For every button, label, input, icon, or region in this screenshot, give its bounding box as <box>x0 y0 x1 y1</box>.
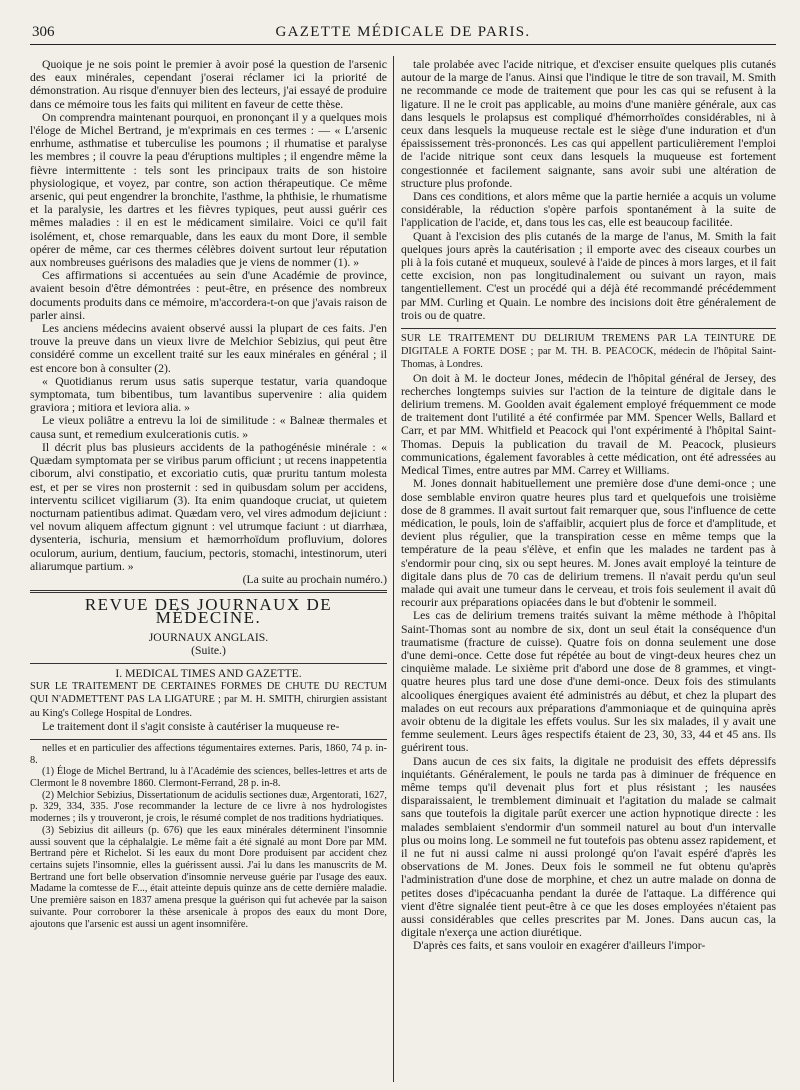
section-heading: JOURNAUX ANGLAIS. <box>148 630 269 644</box>
running-title: GAZETTE MÉDICALE DE PARIS. <box>275 24 531 40</box>
footnote: (2) Melchior Sebizius, Dissertationum de acidulis sectiones duæ, Argentorati, 1627, p. 329, 334, 335. J'ose recommander la lecture de ce livre à nos hydrologistes modernes ; ils y trouveront, je crois, le résumé complet de nos traditions hydriatiques. <box>30 789 387 825</box>
latin-quote: « Quotidianus rerum usus satis superque testatur, varia quandoque symptomata, tum bibentibus, tum lavantibus supervenire : alia quidem graviora ; mitiora et leviora alia. » <box>30 374 387 415</box>
heading-rule <box>30 663 387 664</box>
journal-title: I. MEDICAL TIMES AND GAZETTE. <box>115 666 302 680</box>
footnote: (1) Éloge de Michel Bertrand, lu à l'Académie des sciences, belles-lettres et arts de Clermont le 8 novembre 1860. Clermont-Ferrand, 28 p. in-8. <box>30 766 387 790</box>
paragraph: Dans aucun de ces six faits, la digitale ne produisit des effets dépressifs inquiétants. Généralement, le pouls ne tarda pas à diminuer de fréquence en même temps qu'il devenait plus fort et plus résistant ; les nausées disparaissaient, le tremblement diminuait et l'agitation du malade se calmait sans que toutefois la digitale parût exercer une action hypnotique directe : les malades semblaient s'endormir d'un sommeil naturel au bout d'un intervalle plus ou moins long. Le sommeil ne fut toutefois pas obtenu assez rapidement, et il ne fut ni aussi calme ni aussi prolongé qu'on l'avait espéré d'après les observations de M. Jones. Deux fois le sommeil ne fut obtenu qu'après l'administration d'une dose de morphine, et chez un autre malade on donna de petites doses d'ipécacuanha pendant la durée de l'attaque. La différence qui vient d'être signalée tient peut-être à ce que les doses employées n'étaient pas aussi considérables que celles prescrites par M. Jones. Dans aucun cas, la digitale n'exerça une action diurétique. <box>401 754 776 940</box>
paragraph: Quoique je ne sois point le premier à avoir posé la question de l'arsenic des eaux minérales, cependant j'oserai réclamer ici la priorité de démonstration. Au risque d'ennuyer bien des lecteurs, j'ai essayé de produire dans ce mémoire tous les faits qui militent en faveur de cette thèse. <box>30 58 387 111</box>
left-column <box>30 58 387 1084</box>
paragraph: D'après ces faits, et sans vouloir en exagérer d'ailleurs l'impor- <box>413 939 706 953</box>
paragraph: Dans ces conditions, et alors même que la partie herniée a acquis un volume considérable, la réduction s'opère parfois spontanément à la suite de l'application de l'acide, et, dans tous les cas, elle est beaucoup facilitée. <box>401 190 776 230</box>
page-number: 306 <box>32 24 55 40</box>
paragraph: On doit à M. le docteur Jones, médecin de l'hôpital général de Jersey, des recherches longtemps suivies sur l'action de la teinture de digitale dans le delirium tremens. M. Goolden avait également employé fréquemment ce mode de traitement dont l'utilité a été confirmée par MM. Spencer Wells, Ballard et Carr, et par MM. Whitfield et Peacock qui l'ont expérimenté à l'hôpital Saint-Thomas. Depuis la publication du travail de M. Peacock, plusieurs communications, également favorables à cette médication, ont été adressées au Medical Times, entre autres par MM. Carrey et Williams. <box>401 371 776 478</box>
article-title: SUR LE TRAITEMENT DU DELIRIUM TREMENS PAR LA TEINTURE DE DIGITALE A FORTE DOSE ; par M. TH. B. PEACOCK, médecin de l'hôpital Saint-Thomas, à Londres. <box>401 333 776 371</box>
paragraph: M. Jones donnait habituellement une première dose d'une demi-once ; une dose semblable environ quatre heures plus tard et quelquefois une troisième dose de 8 grammes. Il avait surtout fait remarquer que, sous l'influence de cette médication, le pouls, loin de s'affaiblir, acquiert plus de force et d'amplitude, et devient plus régulier, que la transpiration cesse en même temps que la température de la peau s'élève, et enfin que les malades ne tardent pas à s'endormir pour cinq, six ou sept heures. M. Jones avait employé la teinture de digitale dans plus de 70 cas de delirium tremens. Il n'avait perdu qu'un seul malade qui avait une tumeur dans le cerveau, et trois fois seulement il avait dû recourir aux préparations opiacées dans le but d'obtenir le sommeil. <box>401 477 776 610</box>
continuation-note: (La suite au prochain numéro.) <box>242 572 387 586</box>
right-column <box>401 58 776 1084</box>
section-rule <box>401 328 776 329</box>
column-divider <box>393 56 394 1082</box>
page-header <box>30 22 776 45</box>
section-rule <box>30 590 387 593</box>
paragraph: Ces affirmations si accentuées au sein d'une Académie de province, avaient besoin d'être démontrées : peut-être, en présence des nombreux documents produits dans ce mémoire, m'accordera-t-on que j'avais raison de parler ainsi. <box>30 269 387 322</box>
review-title: REVUE DES JOURNAUX DE MÉDECINE. <box>84 595 333 628</box>
paragraph: On comprendra maintenant pourquoi, en prononçant il y a quelques mois l'éloge de Michel Bertrand, je m'exprimais en ces termes : — « L'arsenic enrhume, asthmatise et tuberculise les poumons ; il rhumatise et paralyse les membres ; il couvre la peau d'éruptions multiples ; il engendre même la fièvre intermittente : tels sont les principaux traits de son histoire physiologique, et voyez, par contre, son action thérapeutique. Ce même arsenic, qui peut engendrer la bronchite, l'asthme, la phthisie, le rhumatisme et la paralysie, les dartres et les fièvres typiques, peut aussi guérir ces mêmes maladies : il en est le médicament similaire. Voici ce qu'il fait isolément, et, chose remarquable, dans les eaux du mont Dore, il semble opérer de même, car ces thermes célèbres doivent surtout leur réputation aux nombreuses guérisons des maladies que je viens de nommer (1). » <box>30 110 387 270</box>
paragraph: Quant à l'excision des plis cutanés de la marge de l'anus, M. Smith la fait quelques jours après la cautérisation ; il emporte avec des ciseaux courbes un pli à la fois cutané et muqueux, soulevé à l'aide de pinces à mors larges, et il fait cette excision, non pas longitudinalement ou suivant un rayon, mais tangentiellement. C'est un procédé qui a déjà été recommandé précédemment par MM. Curling et Quain. Le nombre des incisions doit être généralement de trois ou de quatre. <box>401 229 776 322</box>
paragraph: Les cas de delirium tremens traités suivant la même méthode à l'hôpital Saint-Thomas sont au nombre de six, dont un seul était la conséquence d'un traumatisme (fracture de cuisse). Quatre fois on donna seulement une dose d'une demi-once. Cette dose fut répétée au bout de vingt-deux heures chez un cinquième malade. Le sixième prit d'abord une dose de 8 grammes, et vingt-quatre heures plus tard une dose d'une demi-once. Deux fois des stimulants alcooliques énergiques avaient été administrés au début, et chez la plupart des malades on eut recours aux préparations d'ammoniaque et de quinquina après avoir obtenu de la digitale les effets voulus. Sur les six malades, il y avait une femme seulement. Leurs âges respectifs étaient de 23, 30, 33, 44 et 45 ans. Ils guérirent tous. <box>401 609 776 755</box>
footnote-rule <box>30 739 387 740</box>
footnote: (3) Sebizius dit ailleurs (p. 676) que les eaux minérales déterminent l'insomnie aussi souvent que la céphalalgie. Le même fait a été signalé au mont Dore par MM. Bertrand père et Richelot. Si les eaux du mont Dore produisent par accident chez certains sujets l'insomnie, elles la guérissent aussi. J'ai lu dans les manuscrits de M. Bertrand une fort belle observation d'insomnie nerveuse guérie par l'usage des eaux. Madame la comtesse de F..., était atteinte depuis quinze ans de cette dernière maladie. Une première saison en 1837 amena presque la guérison qui fut achevée par la saison suivante. Pour corroborer la thèse arsenicale à propos des eaux du mont Dore, ajoutons que l'arsenic est aussi un agent insomnifère. <box>30 824 387 930</box>
paragraph: Le traitement dont il s'agit consiste à cautériser la muqueuse re- <box>42 719 340 733</box>
latin-quote: Il décrit plus bas plusieurs accidents de la pathogénésie minérale : « Quædam symptomata per se viribus parum officiunt ; ut recens inappetentia ciborum, alvi constipatio, et excoriatio cutis, quæ pruritu tantum molesta est, et per se vires non prosternit : sed in quibusdam solum per accidens, interventu scilicet vigiliarum (3). Ita enim quandoque cruciat, ut quietem nocturnam patientibus adimat. Quædam vero, vel vires admodum dejiciunt : vel novum aliquem affectum gignunt : vel utrumque faciunt : ut diarrhæa, dysenteria, ischuria, mensium et hæmorrhoïdum profluvium, dolores oculorum, aurium, dentium, faucium, pectoris, stomachi, intestinorum, uteri aliarumque partium. » <box>30 440 387 573</box>
section-subheading: (Suite.) <box>191 643 226 657</box>
paragraph: tale prolabée avec l'acide nitrique, et d'exciser ensuite quelques plis cutanés autour de la marge de l'anus. Ainsi que l'indique le titre de son travail, M. Smith ne recommande ce mode de traitement que pour les cas qui se refusent à la ligature. Il ne le croit pas applicable, au moins d'une manière générale, aux cas dans lesquels le prolapsus est compliqué d'hémorrhoïdes considérables, ni à ceux dans lesquels la muqueuse rectale est le siège d'une induration et d'un épaississement très-prononcés. Les cas qui appellent particulièrement l'emploi de l'acide nitrique sont ceux dans lesquels la muqueuse est fortement congestionnée et facilement saignante, sans avoir subi une altération de structure plus profonde. <box>401 58 776 190</box>
paragraph: Le vieux poliâtre a entrevu la loi de similitude : « Balneæ thermales et causa sunt, et remedium exulcerationis cutis. » <box>30 414 387 441</box>
article-title: SUR LE TRAITEMENT DE CERTAINES FORMES DE CHUTE DU RECTUM QUI N'ADMETTENT PAS LA LIGATURE ; par M. H. SMITH, chirurgien assistant au King's College Hospital de Londres. <box>30 681 387 719</box>
footnote: nelles et en particulier des affections tégumentaires externes. Paris, 1860, 74 p. in-8. <box>30 742 387 766</box>
paragraph: Les anciens médecins avaient observé aussi la plupart de ces faits. J'en trouve la preuve dans un vieux livre de Melchior Sebizius, qui peut être considéré comme un excellent traité sur les eaux minérales en général ; il est encore bon à consulter (2). <box>30 322 387 375</box>
